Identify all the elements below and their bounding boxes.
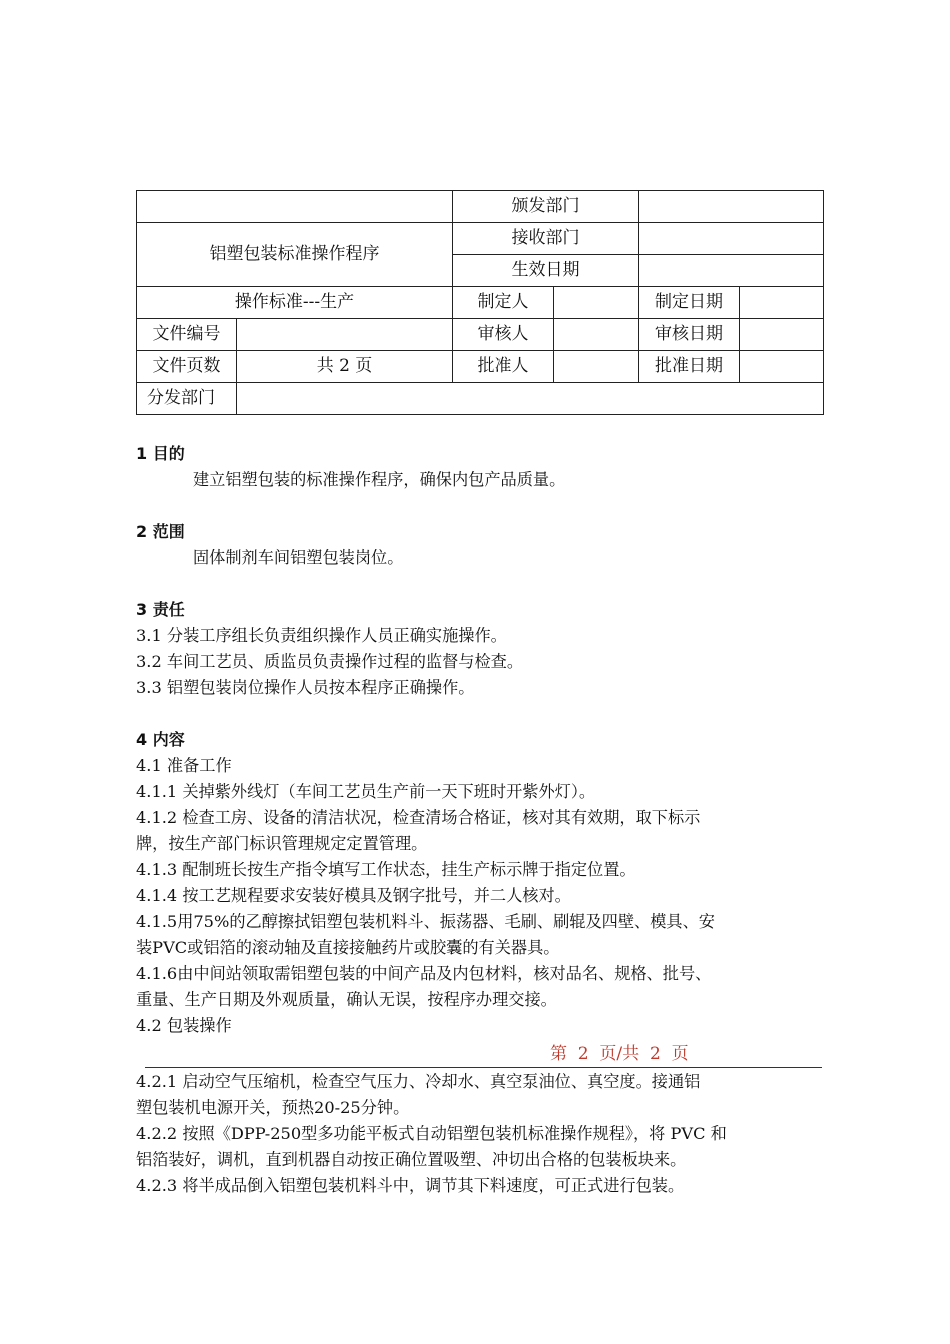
blank-cell [137,191,453,223]
spacer [136,701,826,727]
paragraph: 固体制剂车间铝塑包装岗位。 [193,548,404,567]
paragraph: 塑包装机电源开关，预热20-25分钟。 [136,1098,410,1117]
review-date-value [740,319,824,351]
section-heading: 3 责任 [136,600,185,619]
section-heading: 4 内容 [136,730,185,749]
paragraph: 铝箔装好，调机，直到机器自动按正确位置吸塑、冲切出合格的包装板块来。 [136,1150,687,1169]
paragraph: 重量、生产日期及外观质量，确认无误，按程序办理交接。 [136,990,557,1009]
paragraph: 4.1.5用75%的乙醇擦拭铝塑包装机料斗、振荡器、毛刷、刷辊及四壁、模具、安 [136,912,715,931]
spacer [136,493,826,519]
paragraph: 4.2.3 将半成品倒入铝塑包装机料斗中，调节其下料速度，可正式进行包装。 [136,1176,685,1195]
review-date-label: 审核日期 [639,319,740,351]
section-heading: 2 范围 [136,522,185,541]
paragraph: 3.2 车间工艺员、质监员负责操作过程的监督与检查。 [136,652,524,671]
paragraph: 装PVC或铝箔的滚动轴及直接接触药片或胶囊的有关器具。 [136,938,560,957]
doc-no-value [237,319,453,351]
effective-date-label: 生效日期 [453,255,639,287]
distribute-value [237,383,824,415]
effective-date-value [639,255,824,287]
approve-date-label: 批准日期 [639,351,740,383]
subsection-heading: 4.2 包装操作 [136,1016,232,1035]
doc-no-label: 文件编号 [137,319,237,351]
make-date-value [740,287,824,319]
issue-dept-value [639,191,824,223]
paragraph: 4.1.6由中间站领取需铝塑包装的中间产品及内包材料，核对品名、规格、批号、 [136,964,712,983]
distribute-label: 分发部门 [137,383,237,415]
document-body [136,441,826,1039]
reviewer-label: 审核人 [453,319,554,351]
paragraph: 4.2.2 按照《DPP-250型多功能平板式自动铝塑包装机标准操作规程》，将 PVC 和 [136,1124,727,1143]
reviewer-value [554,319,639,351]
receive-dept-label: 接收部门 [453,223,639,255]
paragraph: 牌，按生产部门标识管理规定定置管理。 [136,834,428,853]
paragraph: 3.3 铝塑包装岗位操作人员按本程序正确操作。 [136,678,475,697]
document-body-continued [136,1069,826,1199]
pages-value: 共 2 页 [237,351,453,383]
document-category: 操作标准---生产 [137,287,453,319]
issue-dept-label: 颁发部门 [453,191,639,223]
paragraph: 4.1.3 配制班长按生产指令填写工作状态，挂生产标示牌于指定位置。 [136,860,636,879]
approver-value [554,351,639,383]
maker-value [554,287,639,319]
paragraph: 4.1.2 检查工房、设备的清洁状况，检查清场合格证，核对其有效期，取下标示 [136,808,701,827]
approve-date-value [740,351,824,383]
page-number: 第 2 页/共 2 页 [550,1044,689,1064]
paragraph: 4.2.1 启动空气压缩机，检查空气压力、冷却水、真空泵油位、真空度。接通铝 [136,1072,701,1091]
spacer [136,571,826,597]
make-date-label: 制定日期 [639,287,740,319]
receive-dept-value [639,223,824,255]
paragraph: 4.1.1 关掉紫外线灯（车间工艺员生产前一天下班时开紫外灯）。 [136,782,596,801]
document-header-table [136,190,824,415]
paragraph: 4.1.4 按工艺规程要求安装好模具及钢字批号，并二人核对。 [136,886,571,905]
paragraph: 建立铝塑包装的标准操作程序，确保内包产品质量。 [193,470,566,489]
section-heading: 1 目的 [136,444,185,463]
maker-label: 制定人 [453,287,554,319]
subsection-heading: 4.1 准备工作 [136,756,232,775]
pages-label: 文件页数 [137,351,237,383]
approver-label: 批准人 [453,351,554,383]
document-title: 铝塑包装标准操作程序 [137,223,453,287]
footer-divider [145,1067,822,1068]
paragraph: 3.1 分装工序组长负责组织操作人员正确实施操作。 [136,626,507,645]
